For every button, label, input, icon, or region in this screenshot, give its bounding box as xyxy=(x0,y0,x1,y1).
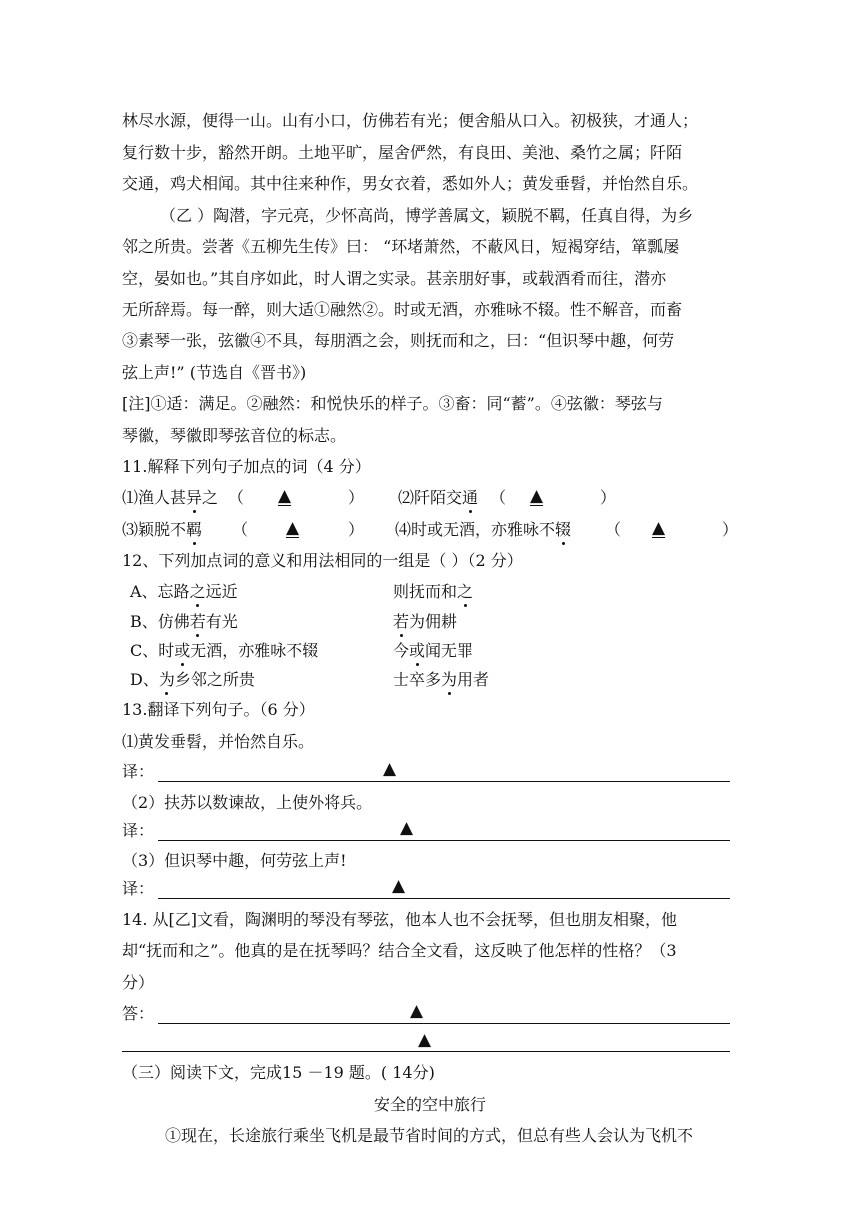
answer-paren-open: （ xyxy=(228,488,245,507)
answer-paren-close: ） xyxy=(348,520,365,539)
q13-item-3: （3）但识琴中趣，何劳弦上声! xyxy=(122,851,347,870)
passage-b-line: 邻之所贵。尝著《五柳先生传》曰： “环堵萧然，不蔽风日，短褐穿结，箪瓢屡 xyxy=(122,237,680,256)
passage-b-line: 空，晏如也。”其自序如此，时人谓之实录。甚亲朋好事，或载酒肴而往，潜亦 xyxy=(122,269,667,288)
q11-item-3: ⑶颖脱不羁 xyxy=(122,520,203,539)
answer-paren-close: ） xyxy=(600,488,617,507)
q13-item-1: ⑴黄发垂髫，并怡然自乐。 xyxy=(122,732,315,751)
notes-line: 琴徽，琴徽即琴弦音位的标志。 xyxy=(122,426,347,445)
answer-paren-close: ） xyxy=(722,520,739,539)
passage-b-line: 弦上声!” (节选自《晋书》) xyxy=(122,363,307,382)
passage-b-line: ③素琴一张，弦徽④不具，每朋酒之会，则抚而和之，曰：“但识琴中趣，何劳 xyxy=(122,331,675,350)
question-11-title: 11.解释下列句子加点的词（4 分） xyxy=(122,457,371,476)
q11-item-4: ⑷时或无酒，亦雅咏不辍 xyxy=(395,520,572,539)
question-14-line: 分） xyxy=(122,973,155,992)
q12-option-d-right: 士卒多为用者 xyxy=(393,670,490,689)
q12-option-a-left: A、忘路之远近 xyxy=(130,582,238,601)
q12-option-b-right: 若为佣耕 xyxy=(393,612,458,631)
answer-placeholder-mark: ▲ xyxy=(530,486,544,506)
q12-option-c-right: 今或闻无罪 xyxy=(393,641,474,660)
dotted-char: 异 xyxy=(186,488,203,507)
answer-line[interactable] xyxy=(158,898,730,899)
answer-placeholder-mark: ▲ xyxy=(286,518,300,538)
answer-paren-open: （ xyxy=(605,520,622,539)
q13-item-2: （2）扶苏以数谏故，上使外将兵。 xyxy=(122,793,373,812)
answer-placeholder-mark: ▲ xyxy=(410,1001,424,1021)
q11-item-1: ⑴渔人甚异之 xyxy=(122,488,219,507)
answer-label: 译： xyxy=(122,821,155,840)
answer-line[interactable] xyxy=(122,1051,730,1052)
answer-placeholder-mark: ▲ xyxy=(652,518,666,538)
question-12-title: 12、下列加点词的意义和用法相同的一组是（ ）（2 分） xyxy=(122,551,523,570)
q11-item-2: ⑵阡陌交通 xyxy=(398,488,479,507)
answer-paren-open: （ xyxy=(232,520,249,539)
section-3-title: （三）阅读下文，完成15 －19 题。( 14分) xyxy=(122,1063,435,1082)
answer-paren-open: （ xyxy=(490,488,507,507)
article-title: 安全的空中旅行 xyxy=(373,1095,486,1114)
question-14-line: 14. 从[乙]文看，陶渊明的琴没有琴弦，他本人也不会抚琴，但也朋友相聚，他 xyxy=(122,910,678,929)
question-14-line: 却“抚而和之”。他真的是在抚琴吗？结合全文看，这反映了他怎样的性格？（3 xyxy=(122,941,677,960)
passage-line: 林尽水源，便得一山。山有小口，仿佛若有光；便舍船从口入。初极狭，才通人； xyxy=(122,111,699,130)
passage-b-line: （乙 ）陶潜，字元亮，少怀高尚，博学善属文，颖脱不羁，任真自得，为乡 xyxy=(160,206,694,225)
q12-option-a-right: 则抚而和之 xyxy=(393,582,474,601)
q12-option-d-left: D、为乡邻之所贵 xyxy=(130,670,255,689)
article-paragraph-line: ①现在，长途旅行乘坐飞机是最节省时间的方式，但总有些人会认为飞机不 xyxy=(165,1126,694,1145)
notes-line: [注]①适：满足。②融然：和悦快乐的样子。③畜：同“蓄”。④弦徽：琴弦与 xyxy=(122,394,663,413)
answer-line[interactable] xyxy=(158,781,730,782)
answer-placeholder-mark: ▲ xyxy=(400,818,414,838)
dotted-char: 通 xyxy=(462,488,479,507)
answer-placeholder-mark: ▲ xyxy=(383,759,397,779)
q12-option-b-left: B、仿佛若有光 xyxy=(130,612,238,631)
answer-placeholder-mark: ▲ xyxy=(278,486,292,506)
answer-paren-close: ） xyxy=(348,488,365,507)
answer-line[interactable] xyxy=(158,1023,730,1024)
q12-option-c-left: C、时或无酒，亦雅咏不辍 xyxy=(130,641,319,660)
answer-placeholder-mark: ▲ xyxy=(392,876,406,896)
passage-line: 交通，鸡犬相闻。其中往来种作，男女衣着，悉如外人；黄发垂髫，并怡然自乐。 xyxy=(122,174,699,193)
question-13-title: 13.翻译下列句子。（6 分） xyxy=(122,700,315,719)
passage-line: 复行数十步，豁然开朗。土地平旷，屋舍俨然，有良田、美池、桑竹之属；阡陌 xyxy=(122,143,683,162)
answer-label: 译： xyxy=(122,879,155,898)
answer-line[interactable] xyxy=(158,840,730,841)
answer-label: 答： xyxy=(122,1004,155,1023)
dotted-char: 辍 xyxy=(555,520,572,539)
answer-label: 译： xyxy=(122,762,155,781)
answer-placeholder-mark: ▲ xyxy=(418,1030,432,1050)
passage-b-line: 无所辞焉。每一醉，则大适①融然②。时或无酒，亦雅咏不辍。性不解音，而畜 xyxy=(122,300,683,319)
dotted-char: 羁 xyxy=(186,520,203,539)
